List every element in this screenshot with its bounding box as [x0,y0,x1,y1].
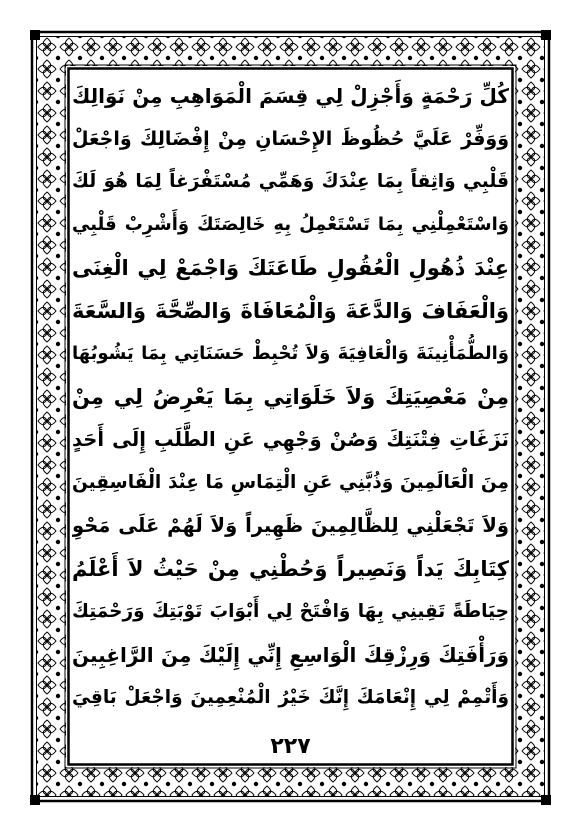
text-line-12: كِتَابِكَ يَداً وَنَصِيراً وَحُطْنِي مِنْ حَيْثُ لاَ أَعْلَمُ [72,557,509,581]
text-line-3: قَلْبِي وَاثِقاً بِمَا عِنْدَكَ وَهَمِّي مُسْتَفْرَغاً لِمَا هُوَ لَكَ [72,171,509,192]
text-line-6: وَالْعَفَافَ وَالدَّعَةَ وَالْمُعَافَاةَ وَالصِّحَّةَ وَالسَّعَةَ [72,299,509,323]
text-line-10: مِنَ الْعَالَمِينَ وَذُبَّنِي عَنِ الْتِمَاسِ مَا عِنْدَ الْفَاسِقِينَ [72,472,509,493]
text-line-8: مِنْ مَعْصِيَتِكَ وَلاَ خَلَوَاتِي بِمَا يَعْرِضُ لِي مِنْ [72,385,509,409]
text-line-2: وَوَفِّرْ عَلَيَّ حُظُوظَ الإِحْسَانِ مِنْ إِفْضَالِكَ وَاجْعَلْ [72,128,509,150]
text-line-4: وَاسْتَعْمِلْنِي بِمَا تَسْتَعْمِلُ بِهِ خَالِصَتَكَ وَأَشْرِبْ قَلْبِي [72,214,509,235]
text-line-5: عِنْدَ ذُهُولِ الْعُقُولِ طَاعَتَكَ وَاجْمَعْ لِي الْغِنَى [72,256,509,280]
text-line-15: وَأَتْمِمْ لِي إِنْعَامَكَ إِنَّكَ خَيْرُ الْمُنْعِمِينَ وَاجْعَلْ بَاقِيَ [72,687,509,708]
text-line-11: وَلاَ تَجْعَلْنِي لِلظَّالِمِينَ ظَهِيراً وَلاَ لَهُمْ عَلَى مَحْوِ [72,514,509,537]
text-line-14: وَرَأْفَتِكَ وَرِزْقِكَ الْوَاسِعِ إِنِّي إِلَيْكَ مِنَ الرَّاغِبِينَ [72,643,509,667]
text-line-7: وَالطُّمَأْنِينَةَ وَالْعَافِيَةَ وَلاَ تُحْبِطْ حَسَنَاتِي بِمَا يَشُوبُهَا [72,343,509,364]
text-line-13: حِيَاطَةً تَقِينِي بِهَا وَافْتَحْ لِي أَبْوَابَ تَوْبَتِكَ وَرَحْمَتِكَ [72,601,509,622]
page-number: ٢٢٧ [270,734,311,759]
prayer-text [72,76,509,726]
text-line-1: كُلِّ رَحْمَةٍ وَأَجْزِلْ لِي قِسَمَ الْمَوَاهِبِ مِنْ نَوَالِكَ [72,84,509,108]
text-line-9: نَزَغَاتِ فِتْنَتِكَ وَصُنْ وَجْهِي عَنِ الطَّلَبِ إِلَى أَحَدٍ [72,428,509,451]
